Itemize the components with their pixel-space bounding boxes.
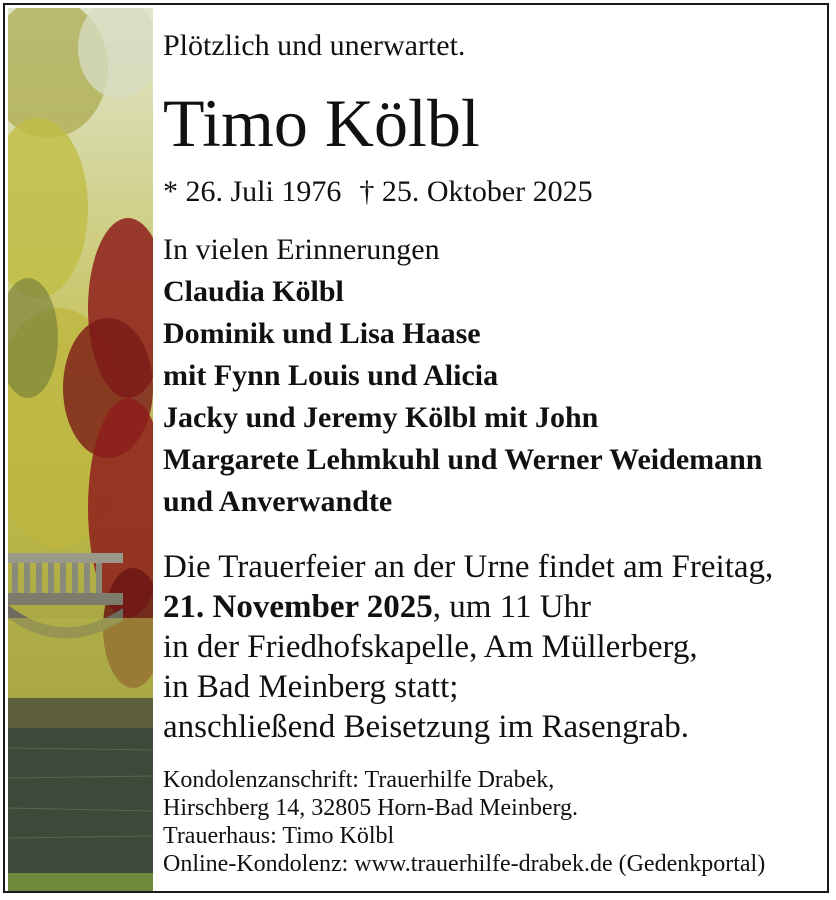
family-line: Claudia Kölbl <box>163 275 344 308</box>
service-date-line <box>163 589 591 626</box>
family-line: Dominik und Lisa Haase <box>163 317 481 350</box>
deceased-name: Timo Kölbl <box>163 85 480 161</box>
service-line: in Bad Meinberg statt; <box>163 669 459 705</box>
intro-line: Plötzlich und unerwartet. <box>163 29 466 62</box>
family-line: Jacky und Jeremy Kölbl mit John <box>163 401 599 434</box>
service-line: in der Friedhofskapelle, Am Müllerberg, <box>163 629 698 665</box>
obituary-notice <box>3 3 829 893</box>
life-dates <box>163 175 593 209</box>
family-line: und Anverwandte <box>163 485 393 518</box>
contact-line: Hirschberg 14, 32805 Horn-Bad Meinberg. <box>163 795 579 821</box>
park-landscape-image <box>8 8 153 892</box>
service-line: Die Trauerfeier an der Urne findet am Freitag, <box>163 549 774 585</box>
birth-date: * 26. Juli 1976 <box>163 175 342 208</box>
contact-line: Online-Kondolenz: www.trauerhilfe-drabek.de (Gedenkportal) <box>163 851 766 877</box>
family-line: mit Fynn Louis und Alicia <box>163 359 499 392</box>
service-date: 21. November 2025 <box>163 589 433 625</box>
service-time: , um 11 Uhr <box>432 589 592 625</box>
death-date: † 25. Oktober 2025 <box>359 175 593 208</box>
service-line: anschließend Beisetzung im Rasengrab. <box>163 709 690 745</box>
family-line: Margarete Lehmkuhl und Werner Weidemann <box>163 443 763 476</box>
contact-line: Kondolenzanschrift: Trauerhilfe Drabek, <box>163 767 555 793</box>
contact-line: Trauerhaus: Timo Kölbl <box>163 823 395 849</box>
remembrance-line: In vielen Erinnerungen <box>163 233 440 266</box>
